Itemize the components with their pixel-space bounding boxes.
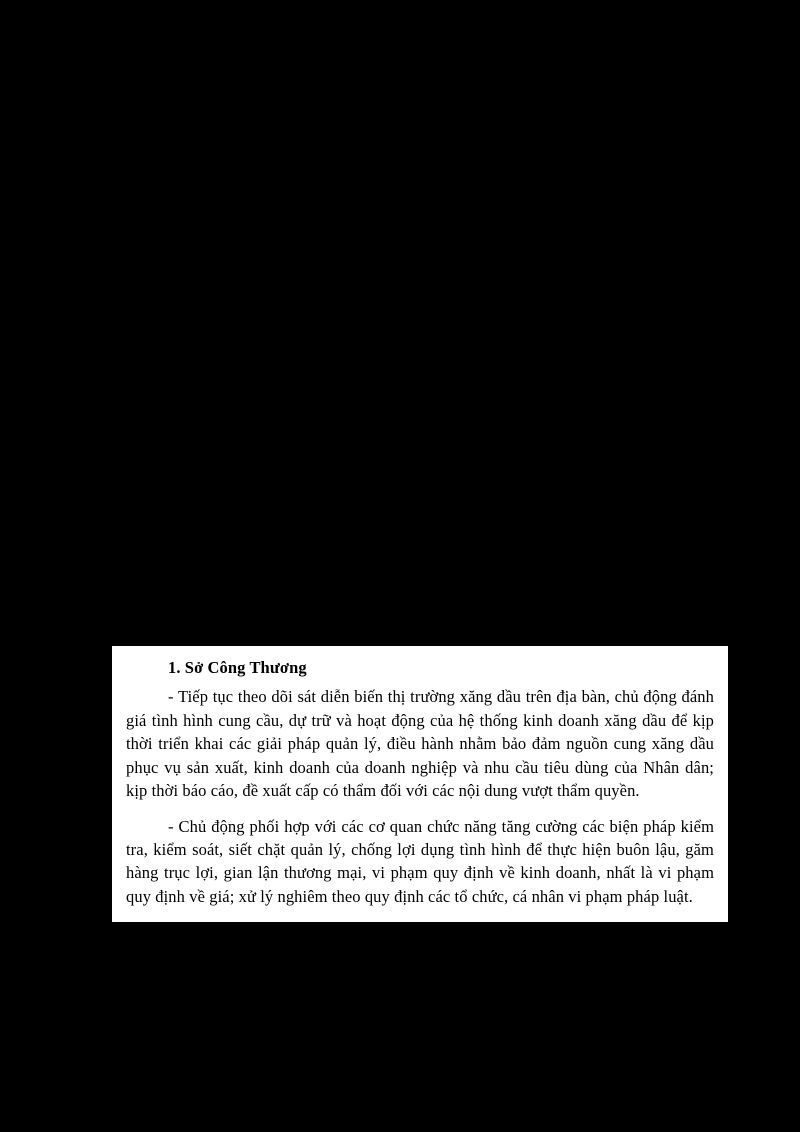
document-text-fragment — [112, 646, 728, 922]
paragraph-1: - Tiếp tục theo dõi sát diễn biến thị trường xăng dầu trên địa bàn, chủ động đánh giá tình hình cung cầu, dự trữ và hoạt động của hệ thống kinh doanh xăng dầu để kịp thời triển khai các giải pháp quản lý, điều hành nhằm bảo đảm nguồn cung xăng dầu phục vụ sản xuất, kinh doanh của doanh nghiệp và nhu cầu tiêu dùng của Nhân dân; kịp thời báo cáo, đề xuất cấp có thẩm đối với các nội dung vượt thẩm quyền. — [126, 687, 714, 801]
section-heading: 1. Sở Công Thương — [168, 658, 307, 677]
paragraph-2: - Chủ động phối hợp với các cơ quan chức năng tăng cường các biện pháp kiểm tra, kiểm soát, siết chặt quản lý, chống lợi dụng tình hình để thực hiện buôn lậu, găm hàng trục lợi, gian lận thương mại, vi phạm quy định về kinh doanh, nhất là vi phạm quy định về giá; xử lý nghiêm theo quy định các tổ chức, cá nhân vi phạm pháp luật. — [126, 816, 714, 906]
